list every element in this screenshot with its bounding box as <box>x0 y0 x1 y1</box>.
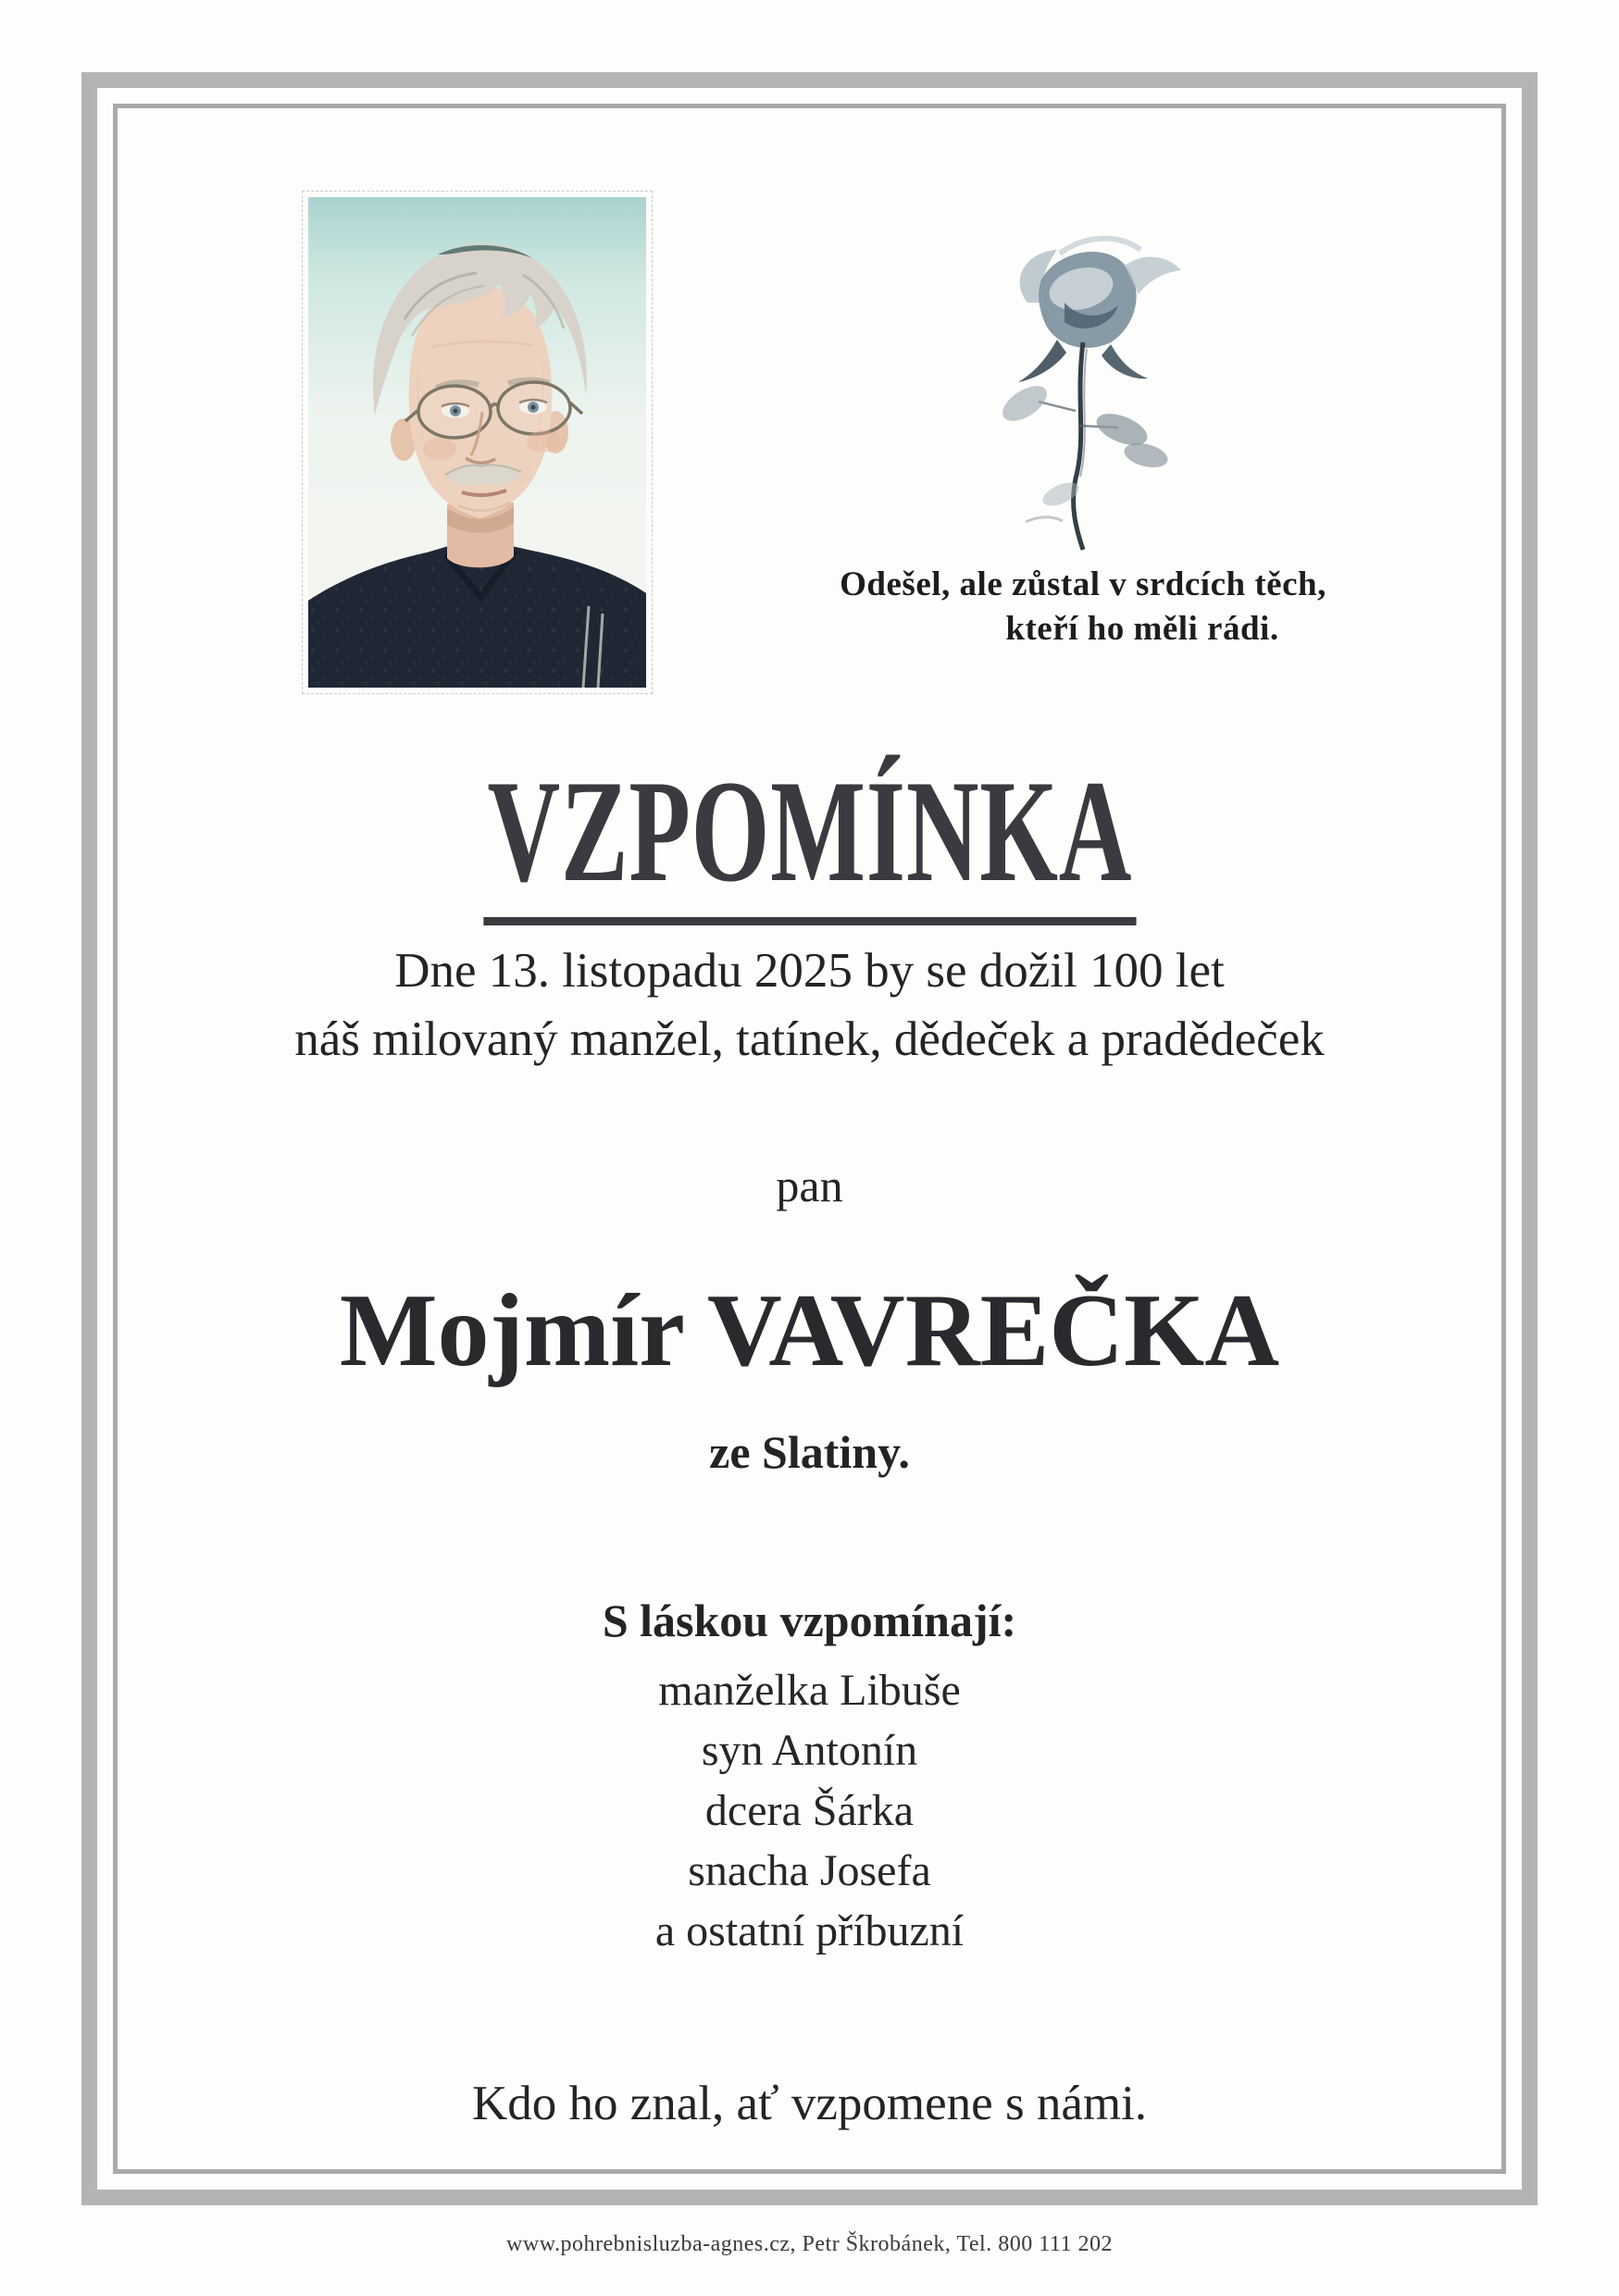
remember-heading: S láskou vzpomínají: <box>602 1595 1017 1646</box>
funeral-service-footer: www.pohrebnisluzba-agnes.cz, Petr Škrobánek, Tel. 800 111 202 <box>506 2232 1113 2256</box>
salutation: pan <box>776 1160 843 1211</box>
quote-line-2: kteří ho měli rádi. <box>1005 610 1279 648</box>
deceased-name: Mojmír VAVREČKA <box>339 1273 1280 1388</box>
rose-illustration <box>972 215 1222 552</box>
rose-image <box>972 215 1222 552</box>
family-member: manželka Libuše <box>658 1666 961 1715</box>
family-member: syn Antonín <box>701 1726 918 1775</box>
intro-line-2: náš milovaný manžel, tatínek, dědeček a pradědeček <box>294 1012 1325 1066</box>
origin-line: ze Slatiny. <box>709 1426 910 1478</box>
page-title: VZPOMÍNKA <box>483 757 1136 925</box>
portrait-photo-image <box>308 197 646 688</box>
intro-paragraph <box>0 937 1619 1074</box>
family-member: snacha Josefa <box>688 1846 931 1895</box>
quote-line-1: Odešel, ale zůstal v srdcích těch, <box>840 565 1326 603</box>
intro-line-1: Dne 13. listopadu 2025 by se dožil 100 let <box>394 944 1225 998</box>
closing-line: Kdo ho znal, ať vzpomene s námi. <box>471 2077 1148 2130</box>
family-member: dcera Šárka <box>704 1786 915 1835</box>
family-member: a ostatní příbuzní <box>654 1906 965 1955</box>
memorial-quote <box>778 563 1389 652</box>
family-list <box>0 1660 1619 1961</box>
portrait-photo <box>302 191 653 694</box>
